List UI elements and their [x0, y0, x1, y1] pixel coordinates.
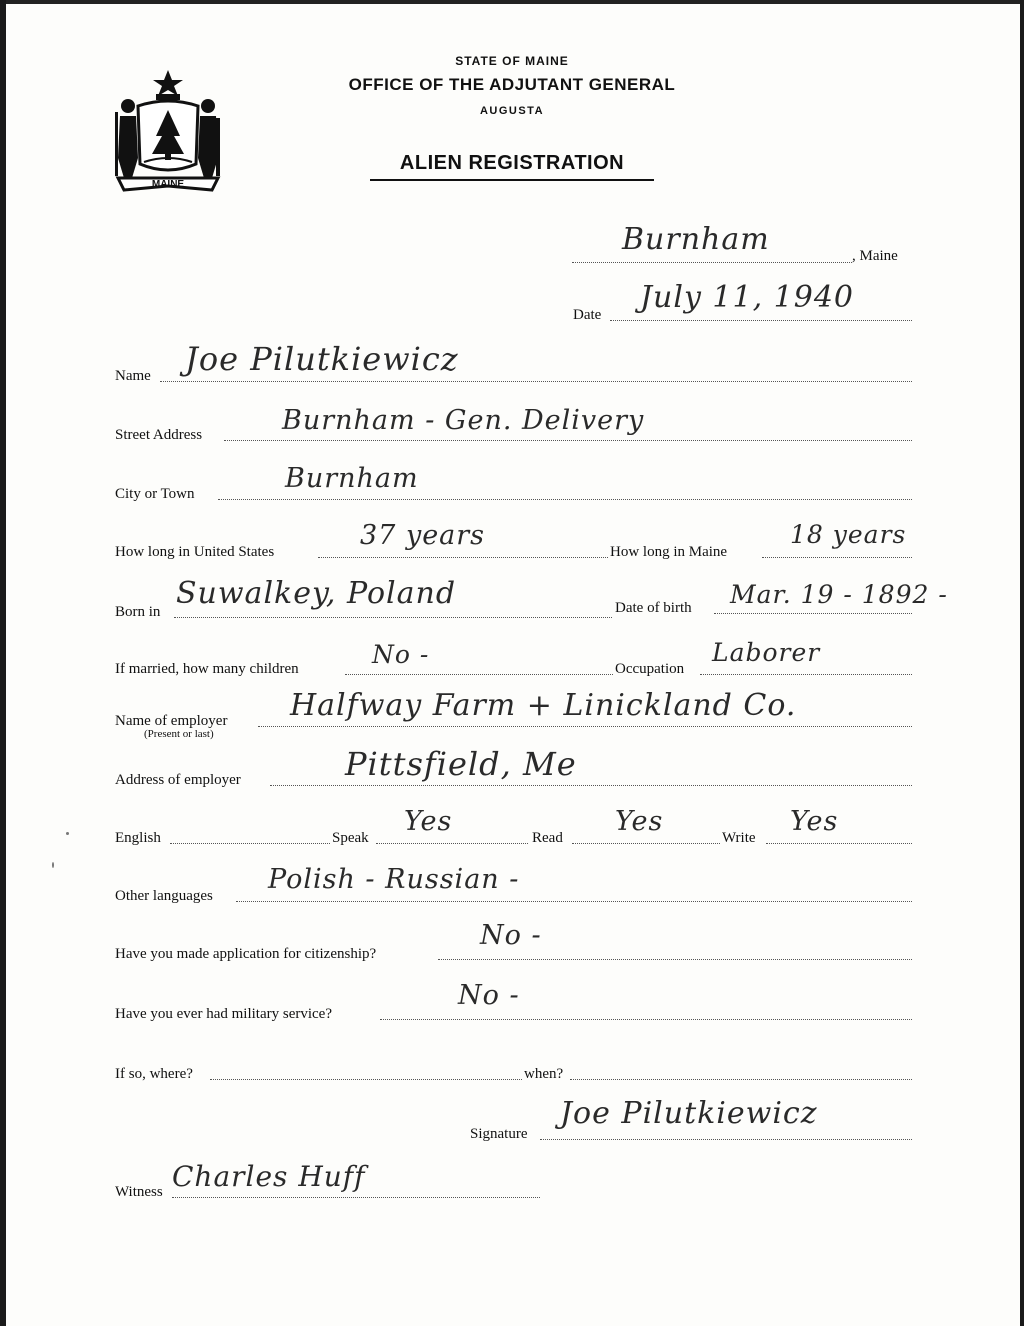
citizenship-value[interactable]: No - [480, 920, 542, 951]
date-of-birth-value[interactable]: Mar. 19 - 1892 - [730, 580, 948, 609]
how-long-us-line [318, 557, 608, 558]
maine-label: , Maine [852, 248, 898, 264]
employer-address-line [270, 785, 912, 786]
header-office: OFFICE OF THE ADJUTANT GENERAL [348, 75, 676, 94]
children-value[interactable]: No - [372, 640, 430, 669]
witness-line [172, 1197, 540, 1198]
name-label: Name [115, 368, 151, 384]
name-value[interactable]: Joe Pilutkiewicz [185, 340, 459, 378]
employer-name-value[interactable]: Halfway Farm + Linickland Co. [290, 688, 797, 723]
children-line [345, 674, 613, 675]
witness-label: Witness [115, 1184, 163, 1200]
maine-state-seal-icon [112, 66, 224, 198]
how-long-us-label: How long in United States [115, 544, 275, 560]
military-value[interactable]: No - [458, 980, 520, 1011]
street-address-label: Street Address [115, 427, 203, 443]
other-languages-label: Other languages [115, 888, 213, 904]
citizenship-line [438, 959, 912, 960]
employer-address-label: Address of employer [115, 772, 241, 788]
citizenship-label: Have you made application for citizenship? [115, 946, 377, 962]
header-state: STATE OF MAINE [455, 54, 569, 68]
born-in-label: Born in [115, 604, 161, 620]
form-title: ALIEN REGISTRATION [370, 152, 654, 181]
signature-label: Signature [470, 1126, 528, 1142]
street-address-value[interactable]: Burnham - Gen. Delivery [282, 405, 645, 436]
scan-top-border [0, 0, 1024, 4]
other-languages-line [236, 901, 912, 902]
born-in-value[interactable]: Suwalkey, Poland [176, 576, 457, 611]
how-long-us-value[interactable]: 37 years [360, 520, 486, 551]
write-label: Write [722, 830, 756, 846]
date-of-birth-label: Date of birth [615, 600, 692, 616]
date-label: Date [573, 307, 602, 323]
city-label: City or Town [115, 486, 195, 502]
born-in-line [174, 617, 612, 618]
scan-left-border [0, 0, 6, 1326]
speak-label: Speak [332, 830, 369, 846]
when-label: when? [524, 1066, 564, 1082]
name-line [160, 381, 912, 382]
where-line [210, 1079, 522, 1080]
witness-value[interactable]: Charles Huff [172, 1160, 366, 1193]
city-line [218, 499, 912, 500]
read-line [572, 843, 720, 844]
how-long-maine-value[interactable]: 18 years [790, 520, 907, 549]
town-line [572, 262, 852, 263]
svg-text:MAINE: MAINE [151, 179, 185, 190]
occupation-value[interactable]: Laborer [712, 638, 821, 667]
street-address-line [224, 440, 912, 441]
speak-line [376, 843, 528, 844]
where-label: If so, where? [115, 1066, 193, 1082]
scan-speck [52, 862, 54, 868]
date-of-birth-line [714, 613, 912, 614]
scan-speck [66, 832, 69, 835]
how-long-maine-line [762, 557, 912, 558]
english-label: English [115, 830, 161, 846]
date-line [610, 320, 912, 321]
city-value[interactable]: Burnham [285, 463, 419, 494]
signature-line [540, 1139, 912, 1140]
write-value[interactable]: Yes [790, 806, 839, 837]
header-city: AUGUSTA [479, 105, 545, 117]
children-label: If married, how many children [115, 661, 299, 677]
other-languages-value[interactable]: Polish - Russian - [268, 864, 520, 895]
occupation-line [700, 674, 912, 675]
employer-name-line [258, 726, 912, 727]
when-line [570, 1079, 912, 1080]
military-line [380, 1019, 912, 1020]
speak-value[interactable]: Yes [404, 806, 453, 837]
scan-right-border [1020, 0, 1024, 1326]
read-value[interactable]: Yes [615, 806, 664, 837]
town-value[interactable]: Burnham [622, 222, 770, 257]
english-line [170, 843, 330, 844]
occupation-label: Occupation [615, 661, 685, 677]
date-value[interactable]: July 11, 1940 [640, 280, 855, 315]
employer-sub-label: (Present or last) [144, 728, 214, 740]
signature-value[interactable]: Joe Pilutkiewicz [560, 1096, 818, 1131]
read-label: Read [532, 830, 563, 846]
military-label: Have you ever had military service? [115, 1006, 332, 1022]
how-long-maine-label: How long in Maine [610, 544, 728, 560]
employer-name-label: Name of employer [115, 713, 228, 729]
write-line [766, 843, 912, 844]
employer-address-value[interactable]: Pittsfield, Me [345, 745, 577, 783]
